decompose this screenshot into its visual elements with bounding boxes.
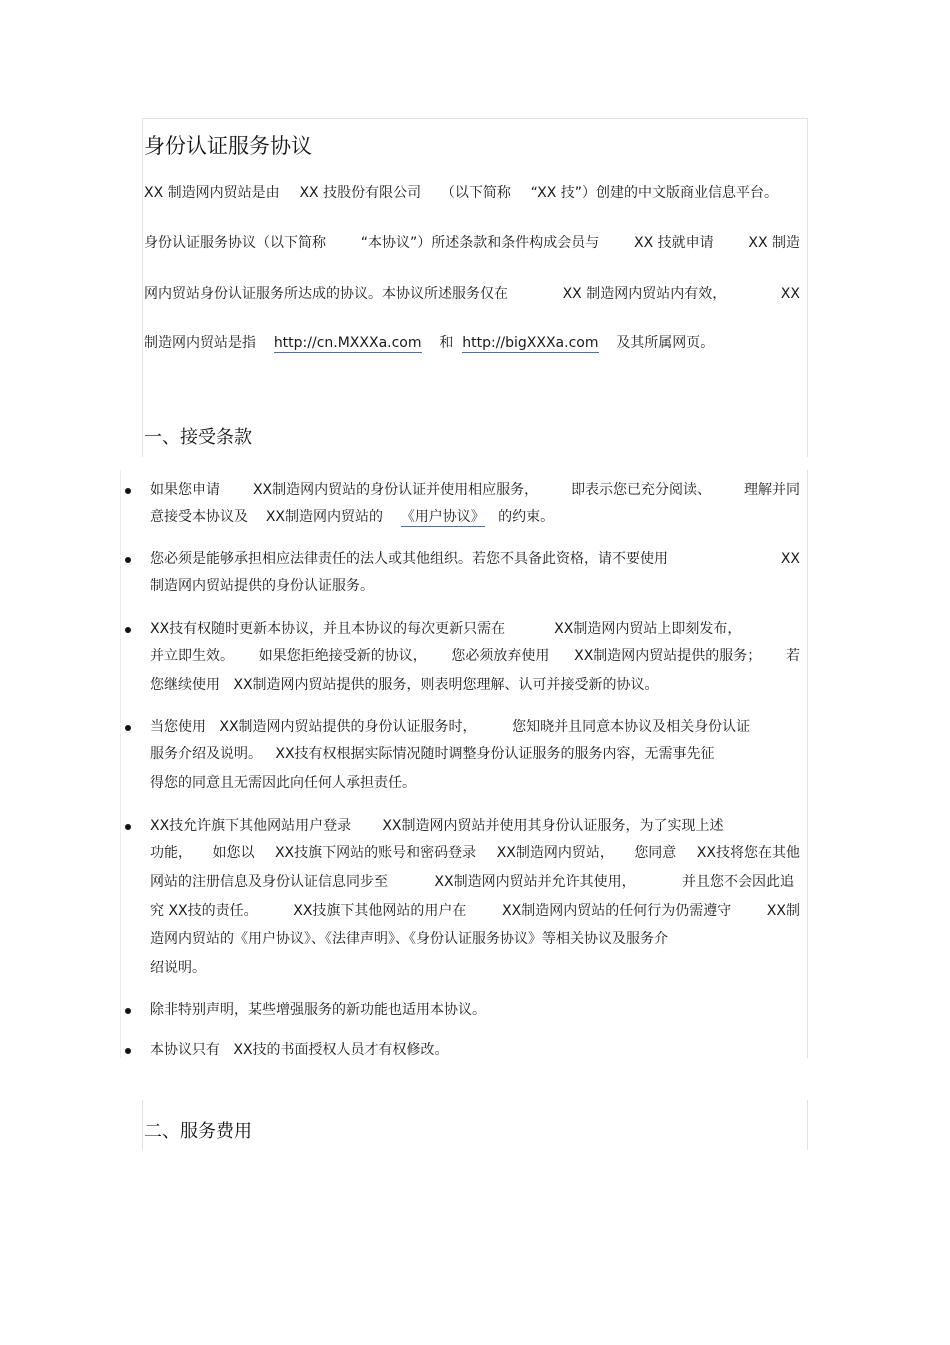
link-cn-site[interactable]: http://cn.MXXXa.com xyxy=(273,335,422,351)
intro-text: 及其所属网页。 xyxy=(616,335,715,351)
link-big-site[interactable]: http://bigXXXa.com xyxy=(462,335,599,351)
bullet-6-line-1: 除非特别声明，某些增强服务的新功能也适用本协议。 xyxy=(150,1002,486,1018)
bullet-3-line-3: 您继续使用 XX制造网内贸站提供的服务，则表明您理解、认可并接受新的协议。 xyxy=(150,677,659,693)
bullet-4-line-3: 得您的同意且无需因此向任何人承担责任。 xyxy=(150,775,416,791)
intro-text: XX 制造网内贸站内有效， xyxy=(562,286,727,302)
bullet-5-line-3: 网站的注册信息及身份认证信息同步至 XX制造网内贸站并允许其使用， 并且您不会因此追 xyxy=(150,874,794,890)
bullet-1-line-2: 意接受本协议及 XX制造网内贸站的 《用户协议》 的约束。 xyxy=(150,509,555,525)
bullet-4-line-1: 当您使用 XX制造网内贸站提供的身份认证服务时， 您知晓并且同意本协议及相关身份认证 xyxy=(150,719,751,735)
bullet-icon xyxy=(125,627,131,633)
bullet-5-line-6: 绍说明。 xyxy=(150,960,206,976)
bullet-icon xyxy=(125,557,131,563)
intro-text: “XX 技”）创建的中文版商业信息平台。 xyxy=(530,185,778,201)
bullet-icon xyxy=(125,1048,131,1054)
intro-text: 和 xyxy=(439,335,454,351)
intro-line-4 xyxy=(144,333,800,353)
intro-text: 身份认证服务协议（以下简称 xyxy=(144,235,326,251)
bullet-4-line-2: 服务介绍及说明。 XX技有权根据实际情况随时调整身份认证服务的服务内容，无需事先征 xyxy=(150,746,715,762)
link-user-agreement[interactable]: 《用户协议》 xyxy=(400,509,485,525)
intro-line-3 xyxy=(144,284,800,304)
bullet-icon xyxy=(125,1008,131,1014)
bullet-icon xyxy=(125,488,131,494)
bullet-icon xyxy=(125,725,131,731)
intro-text: 网内贸站身份认证服务所达成的协议。本协议所述服务仅在 xyxy=(144,286,508,302)
intro-text: “本协议”）所述条款和条件构成会员与 xyxy=(360,235,600,251)
bullet-2-line-1: 您必须是能够承担相应法律责任的法人或其他组织。若您不具备此资格，请不要使用 XX xyxy=(150,551,800,567)
bullet-icon xyxy=(125,824,131,830)
document-title: 身份认证服务协议 xyxy=(144,134,312,158)
bullet-7-line-1: 本协议只有 XX技的书面授权人员才有权修改。 xyxy=(150,1042,449,1058)
intro-text: 制造网内贸站是指 xyxy=(144,335,256,351)
intro-text: XX xyxy=(780,286,800,302)
section-heading-accept-terms: 一、接受条款 xyxy=(144,427,252,448)
bullet-5-line-5: 造网内贸站的《用户协议》、《法律声明》、《身份认证服务协议》等相关协议及服务介 xyxy=(150,931,668,947)
intro-text: XX 技股份有限公司 xyxy=(299,185,422,201)
intro-text: XX 技就申请 xyxy=(633,235,714,251)
intro-line-2 xyxy=(144,233,800,253)
intro-text: （以下简称 xyxy=(440,185,511,201)
intro-text: XX 制造网内贸站是由 xyxy=(144,185,280,201)
bullet-2-line-2: 制造网内贸站提供的身份认证服务。 xyxy=(150,578,374,594)
bullet-5-line-1: XX技允许旗下其他网站用户登录 XX制造网内贸站并使用其身份认证服务，为了实现上述 xyxy=(150,818,724,834)
bullet-1-line-1: 如果您申请 XX制造网内贸站的身份认证并使用相应服务， 即表示您已充分阅读、 理解并同 xyxy=(150,482,800,498)
bullet-3-line-2: 并立即生效。 如果您拒绝接受新的协议， 您必须放弃使用 XX制造网内贸站提供的服务； 若 xyxy=(150,648,800,664)
intro-line-1 xyxy=(144,183,778,203)
bullet-5-line-4: 究 XX技的责任。 XX技旗下其他网站的用户在 XX制造网内贸站的任何行为仍需遵守 XX制 xyxy=(150,903,800,919)
bullet-3-line-1: XX技有权随时更新本协议，并且本协议的每次更新只需在 XX制造网内贸站上即刻发布， xyxy=(150,621,742,637)
bullet-5-line-2: 功能， 如您以 XX技旗下网站的账号和密码登录 XX制造网内贸站， 您同意 XX技将您在其他 xyxy=(150,845,800,861)
intro-text: XX 制造 xyxy=(748,235,800,251)
section-heading-service-fees: 二、服务费用 xyxy=(144,1121,252,1142)
